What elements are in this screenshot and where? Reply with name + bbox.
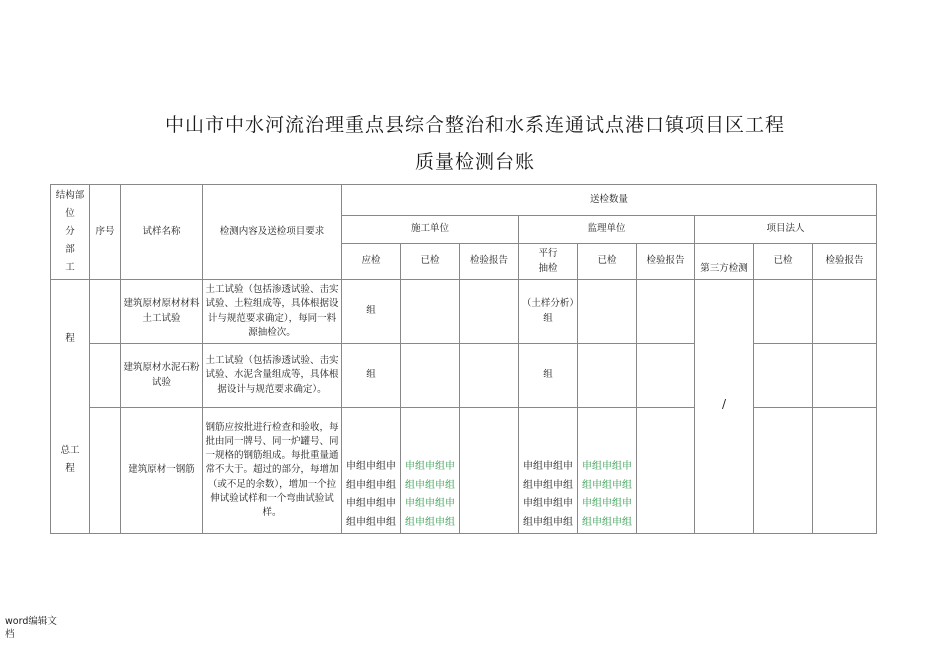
- header-sample-name: 试样名称: [121, 185, 203, 280]
- should-cell: 组: [342, 344, 401, 408]
- report-3-cell: [813, 280, 877, 344]
- page-subtitle: 质量检测台账: [414, 151, 535, 173]
- table-row: [51, 344, 877, 408]
- report-3-cell: [813, 344, 877, 408]
- parallel-cell: 组: [519, 344, 578, 408]
- report-cell: [460, 280, 519, 344]
- seq-cell: [90, 280, 121, 344]
- seq-cell: [90, 408, 121, 534]
- header-part: 结构部 位 分 部 工: [51, 185, 90, 280]
- header-construction-unit: 施工单位: [342, 216, 519, 244]
- inspected-3-cell: [754, 344, 813, 408]
- inspected-cell: [401, 280, 460, 344]
- header-report-3: 检验报告: [813, 244, 877, 280]
- header-parallel-check: 平行 抽检: [519, 244, 578, 280]
- third-party-cell: /: [695, 280, 754, 534]
- content-cell: 土工试验（包括渗透试验、击实试验、土粒组成等，具体根据设计与规范要求确定），每同一料源抽检次。: [203, 280, 342, 344]
- content-cell: 土工试验（包括渗透试验、击实试验、水泥含量组成等，具体根据设计与规范要求确定）。: [203, 344, 342, 408]
- parallel-cell: 申组申组申组申组申组申组申组申组申组申组: [519, 408, 578, 534]
- content-cell: 钢筋应按批进行检查和验收，每批由同一牌号、同一炉罐号、同一规格的钢筋组成。每批重量通常不大于。超过的部分，每增加（或不足的余数），增加一个拉伸试验试样和一个弯曲试验试样。: [203, 408, 342, 534]
- inspected-2-cell: 申组申组申组申组申组申组申组申组申组申组: [578, 408, 637, 534]
- report-cell: [460, 344, 519, 408]
- header-seq: 序号: [90, 185, 121, 280]
- report-2-cell: [637, 344, 695, 408]
- header-report-2: 检验报告: [637, 244, 695, 280]
- seq-cell: [90, 344, 121, 408]
- header-should-inspect: 应检: [342, 244, 401, 280]
- inspected-cell: [401, 344, 460, 408]
- footer-note: word编辑文档: [5, 616, 57, 641]
- quality-inspection-ledger-table: [50, 184, 877, 534]
- should-cell: 组: [342, 280, 401, 344]
- part-cell: 程 总工 程: [51, 280, 90, 534]
- table-row: [51, 280, 877, 344]
- inspected-2-cell: [578, 344, 637, 408]
- table-row: [51, 408, 877, 534]
- inspected-cell: 申组申组申组申组申组申组申组申组申组申组: [401, 408, 460, 534]
- sample-name-cell: 建筑原材一钢筋: [121, 408, 203, 534]
- header-quantity: 送检数量: [342, 185, 877, 216]
- header-third-party: 第三方检测: [695, 244, 754, 280]
- sample-name-cell: 建筑原材水泥石粉试验: [121, 344, 203, 408]
- header-project-owner: 项目法人: [695, 216, 877, 244]
- report-2-cell: [637, 408, 695, 534]
- header-content: 检测内容及送检项目要求: [203, 185, 342, 280]
- header-inspected: 已检: [401, 244, 460, 280]
- report-3-cell: [813, 408, 877, 534]
- inspected-2-cell: [578, 280, 637, 344]
- page-title: 中山市中水河流治理重点县综合整治和水系连通试点港口镇项目区工程: [164, 114, 785, 136]
- inspected-3-cell: [754, 280, 813, 344]
- report-2-cell: [637, 280, 695, 344]
- inspected-3-cell: [754, 408, 813, 534]
- header-inspected-2: 已检: [578, 244, 637, 280]
- report-cell: [460, 408, 519, 534]
- parallel-cell: （土样分析）组: [519, 280, 578, 344]
- sample-name-cell: 建筑原材原材材料土工试验: [121, 280, 203, 344]
- header-inspected-3: 已检: [754, 244, 813, 280]
- header-row-1: [51, 185, 877, 216]
- should-cell: 申组申组申组申组申组申组申组申组申组申组: [342, 408, 401, 534]
- header-report: 检验报告: [460, 244, 519, 280]
- header-supervision-unit: 监理单位: [519, 216, 695, 244]
